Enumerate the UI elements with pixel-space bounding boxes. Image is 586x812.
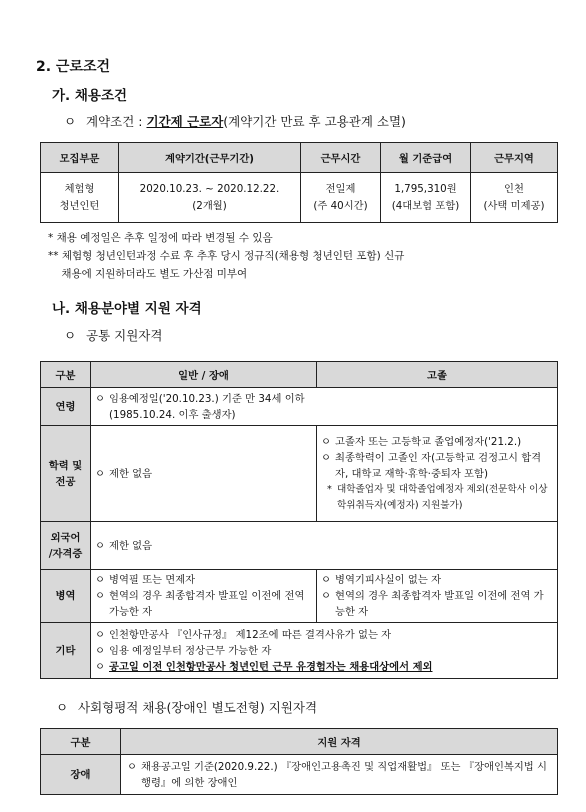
table-row-age	[41, 388, 558, 426]
table-cell: ㅇ 인천항만공사 『인사규정』 제12조에 따른 결격사유가 없는 자 ㅇ 임용 예정일부터 정상근무 가능한 자 ㅇ 공고일 이전 인천항만공사 청년인턴 근무 유경험자는 채용대상에서 제외	[91, 623, 558, 679]
table-header-row	[41, 362, 558, 388]
header-cell: 구분	[41, 729, 121, 755]
contract-condition-line	[64, 112, 406, 130]
table-row-education	[41, 426, 558, 522]
bullet-marker: ㅇ	[56, 700, 69, 715]
qualifications-table	[40, 361, 558, 679]
header-cell: 근무시간	[301, 143, 381, 173]
table-cell: 전일제 (주 40시간)	[301, 173, 381, 223]
contract-prefix: 계약조건 :	[86, 114, 147, 129]
header-cell: 일반 / 장애	[91, 362, 317, 388]
table-row-language	[41, 522, 558, 570]
table-cell: ㅇ 제한 없음	[91, 522, 558, 570]
table-cell: ㅇ 고졸자 또는 고등학교 졸업예정자('21.2.) ㅇ 최종학력이 고졸인 자(고등학교 검정고시 합격자, 대학교 재학·휴학·중퇴자 포함) * 대학졸업자 및 대학졸업예정자 제외(전문학사 이상 학위취득자(예정자) 지원불가)	[317, 426, 558, 522]
table-header-row	[41, 143, 558, 173]
table-cell: ㅇ 제한 없음	[91, 426, 317, 522]
disability-qualifications-table	[40, 728, 558, 795]
table-row	[41, 173, 558, 223]
header-cell: 구분	[41, 362, 91, 388]
table-cell: 체험형 청년인턴	[41, 173, 119, 223]
employment-conditions-table	[40, 142, 558, 223]
table-header-row	[41, 729, 558, 755]
social-equity-line: ㅇ 사회형평적 채용(장애인 별도전형) 지원자격	[56, 700, 318, 715]
table-row	[41, 755, 558, 795]
row-label: 병역	[41, 570, 91, 623]
note-2: ** 체험형 청년인턴과정 수료 후 추후 당시 정규직(채용형 청년인턴 포함) 신규	[48, 250, 405, 262]
row-label: 연령	[41, 388, 91, 426]
header-cell: 지원 자격	[121, 729, 558, 755]
header-cell: 모집부문	[41, 143, 119, 173]
contract-emphasis: 기간제 근로자	[146, 114, 224, 129]
common-qualifications-line: ㅇ 공통 지원자격	[64, 328, 163, 343]
table-cell: ㅇ 채용공고일 기준(2020.9.22.) 『장애인고용촉진 및 직업재활법』 또는 『장애인복지법 시행령』에 의한 장애인	[121, 755, 558, 795]
bullet-marker: ㅇ	[64, 328, 77, 343]
header-cell: 월 기준급여	[381, 143, 471, 173]
bullet-marker: ㅇ	[64, 114, 77, 129]
header-cell: 고졸	[317, 362, 558, 388]
exclusion-emphasis: 공고일 이전 인천항만공사 청년인턴 근무 유경험자는 채용대상에서 제외	[109, 660, 433, 673]
row-label: 장애	[41, 755, 121, 795]
table-cell: ㅇ 병역필 또는 면제자 ㅇ 현역의 경우 최종합격자 발표일 이전에 전역 가능한 자	[91, 570, 317, 623]
row-label: 기타	[41, 623, 91, 679]
table-row-military	[41, 570, 558, 623]
header-cell: 계약기간(근무기간)	[119, 143, 301, 173]
table-cell: ㅇ 임용예정일('20.10.23.) 기준 만 34세 이하 (1985.10.24. 이후 출생자)	[91, 388, 558, 426]
table-cell: 2020.10.23. ~ 2020.12.22. (2개월)	[119, 173, 301, 223]
table-row-other	[41, 623, 558, 679]
table-cell: ㅇ 병역기피사실이 없는 자 ㅇ 현역의 경우 최종합격자 발표일 이전에 전역 가능한 자	[317, 570, 558, 623]
subsection-a-title: 가. 채용조건	[52, 88, 128, 104]
section-title: 2. 근로조건	[36, 59, 111, 75]
table-cell: 인천 (사택 미제공)	[471, 173, 558, 223]
table-cell: 1,795,310원 (4대보험 포함)	[381, 173, 471, 223]
contract-suffix: (계약기간 만료 후 고용관계 소멸)	[223, 114, 406, 129]
note-3: 채용에 지원하더라도 별도 가산점 미부여	[48, 268, 248, 280]
row-label: 외국어 /자격증	[41, 522, 91, 570]
note-1: * 채용 예정일은 추후 일정에 따라 변경될 수 있음	[48, 232, 273, 244]
header-cell: 근무지역	[471, 143, 558, 173]
subsection-b-title: 나. 채용분야별 지원 자격	[52, 301, 202, 317]
row-label: 학력 및 전공	[41, 426, 91, 522]
